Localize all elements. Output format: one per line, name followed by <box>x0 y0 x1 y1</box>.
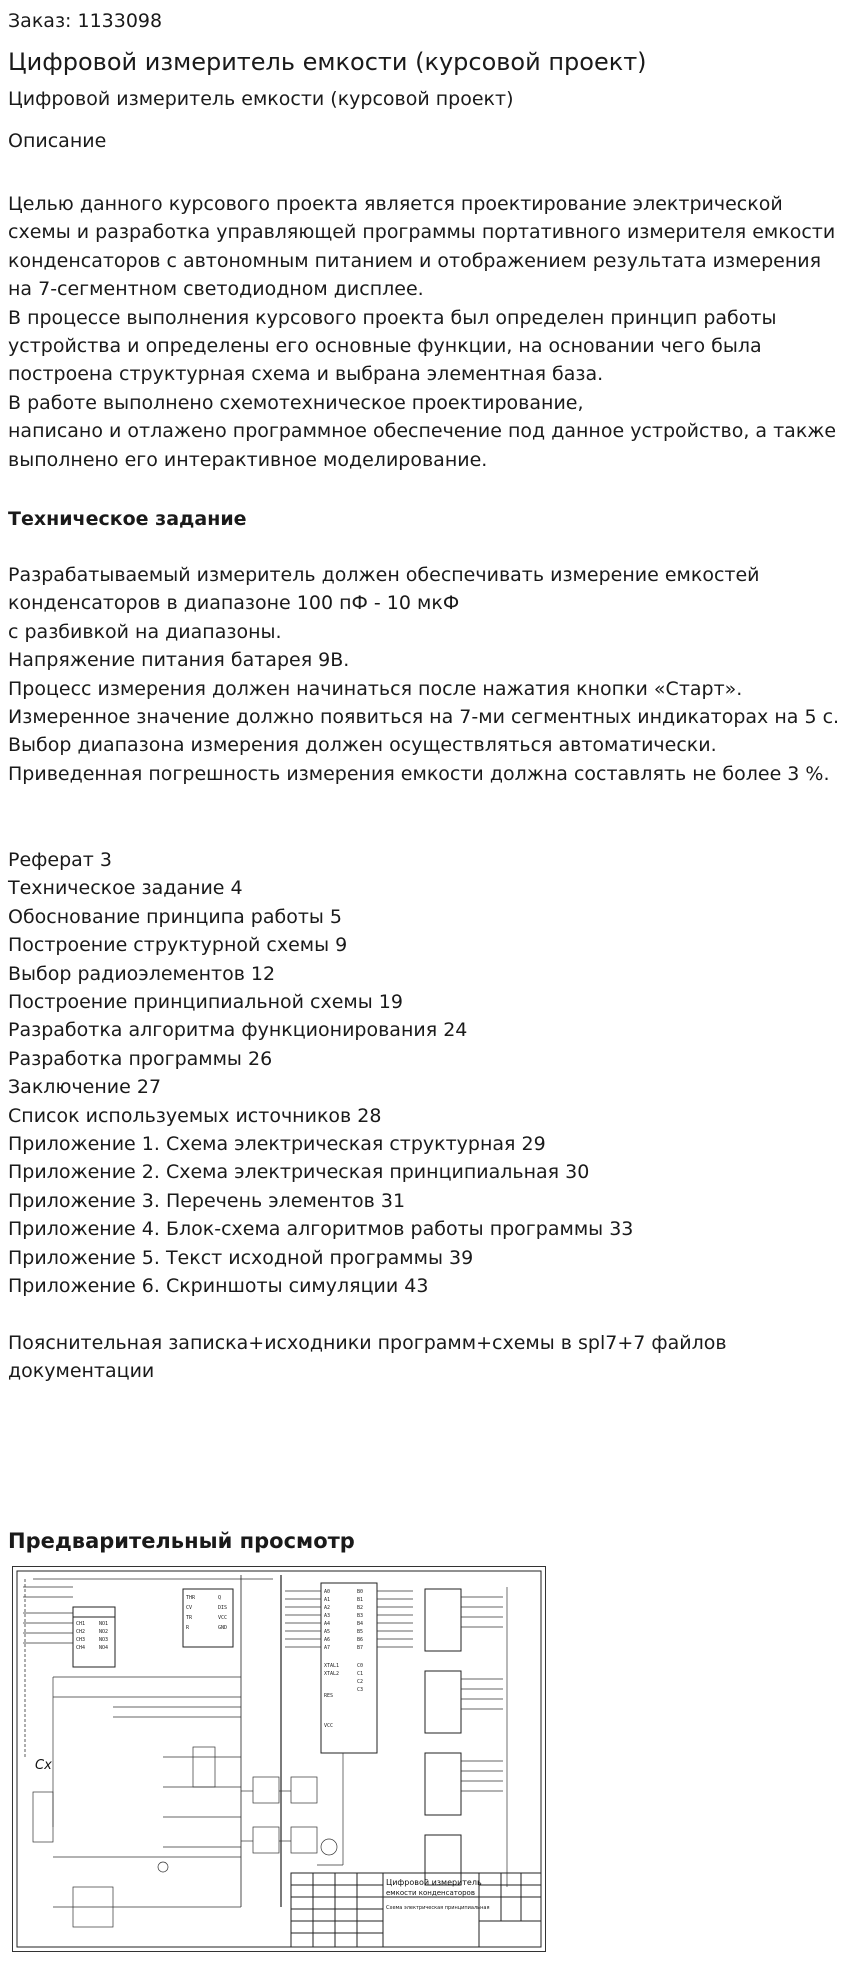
svg-text:RES: RES <box>324 1693 334 1699</box>
svg-text:GND: GND <box>218 1625 228 1631</box>
svg-text:VCC: VCC <box>324 1723 334 1729</box>
svg-text:A2: A2 <box>324 1605 331 1611</box>
svg-text:B4: B4 <box>357 1621 364 1627</box>
toc-item: Приложение 5. Текст исходной программы 39 <box>8 1246 474 1269</box>
title-block-line: емкости конденсаторов <box>386 1889 475 1897</box>
description-text <box>8 190 847 474</box>
svg-text:XTAL2: XTAL2 <box>324 1671 340 1677</box>
svg-text:C0: C0 <box>357 1663 364 1669</box>
svg-text:CV: CV <box>186 1605 193 1611</box>
svg-text:B1: B1 <box>357 1597 364 1603</box>
tech-task-line: конденсаторов в диапазоне 100 пФ - 10 мкФ <box>8 592 460 615</box>
description-line: схемы и разработка управляющей программы портативного измерителя емкости <box>8 221 836 244</box>
description-line: построена структурная схема и выбрана элементная база. <box>8 363 604 386</box>
svg-text:NO4: NO4 <box>99 1645 109 1651</box>
svg-text:A4: A4 <box>324 1621 331 1627</box>
toc-item: Приложение 1. Схема электрическая структурная 29 <box>8 1133 546 1156</box>
title-block-line: Цифровой измеритель <box>386 1878 482 1887</box>
description-line: В процессе выполнения курсового проекта был определен принцип работы <box>8 306 777 329</box>
description-label: Описание <box>8 130 107 152</box>
toc-item: Приложение 4. Блок-схема алгоритмов работы программы 33 <box>8 1218 634 1241</box>
svg-text:CH1: CH1 <box>76 1621 86 1627</box>
svg-text:B2: B2 <box>357 1605 364 1611</box>
svg-text:A5: A5 <box>324 1629 331 1635</box>
svg-text:Q: Q <box>218 1595 222 1601</box>
svg-text:VCC: VCC <box>218 1615 228 1621</box>
toc-item: Разработка программы 26 <box>8 1047 273 1070</box>
table-of-contents <box>8 846 847 1301</box>
svg-text:NO1: NO1 <box>99 1621 109 1627</box>
title-block-line: Схема электрическая принципиальная <box>386 1905 490 1911</box>
svg-text:C1: C1 <box>357 1671 364 1677</box>
svg-text:TR: TR <box>186 1615 193 1621</box>
toc-item: Заключение 27 <box>8 1076 162 1099</box>
svg-text:NO3: NO3 <box>99 1637 109 1643</box>
tech-task-line: Напряжение питания батарея 9В. <box>8 649 350 672</box>
files-note-line: Пояснительная записка+исходники программ+схемы в spl7+7 файлов <box>8 1332 727 1354</box>
tech-task-line: Измеренное значение должно появиться на 7-ми сегментных индикаторах на 5 с. <box>8 706 840 729</box>
svg-text:DIS: DIS <box>218 1605 228 1611</box>
toc-item: Обоснование принципа работы 5 <box>8 905 343 928</box>
toc-item: Приложение 3. Перечень элементов 31 <box>8 1189 406 1212</box>
description-line: конденсаторов с автономным питанием и отображением результата измерения <box>8 249 822 272</box>
page-title: Цифровой измеритель емкости (курсовой проект) <box>8 48 647 76</box>
schematic-drawing <box>13 1567 545 1951</box>
svg-text:A7: A7 <box>324 1645 331 1651</box>
svg-text:B7: B7 <box>357 1645 364 1651</box>
tech-task-line: Разрабатываемый измеритель должен обеспечивать измерение емкостей <box>8 564 760 586</box>
tech-task-line: Приведенная погрешность измерения емкости должна составлять не более 3 %. <box>8 762 830 785</box>
svg-text:CH3: CH3 <box>76 1637 86 1643</box>
toc-item: Список используемых источников 28 <box>8 1104 382 1127</box>
schematic-preview-image[interactable] <box>12 1566 546 1952</box>
description-line: выполнено его интерактивное моделирование. <box>8 448 488 471</box>
toc-item: Реферат 3 <box>8 849 112 871</box>
toc-item: Приложение 2. Схема электрическая принципиальная 30 <box>8 1161 590 1184</box>
svg-text:A0: A0 <box>324 1589 331 1595</box>
svg-text:CH2: CH2 <box>76 1629 86 1635</box>
svg-text:A3: A3 <box>324 1613 331 1619</box>
description-line: Целью данного курсового проекта является проектирование электрической <box>8 193 783 215</box>
description-line: В работе выполнено схемотехническое проектирование, <box>8 391 584 414</box>
svg-text:CH4: CH4 <box>76 1645 86 1651</box>
description-line: устройства и определены его основные функции, на основании чего была <box>8 335 762 358</box>
svg-text:B5: B5 <box>357 1629 364 1635</box>
tech-task-heading: Техническое задание <box>8 508 247 530</box>
order-number: Заказ: 1133098 <box>8 10 163 32</box>
toc-item: Выбор радиоэлементов 12 <box>8 962 276 985</box>
svg-text:THR: THR <box>186 1595 196 1601</box>
toc-item: Построение принципиальной схемы 19 <box>8 991 403 1014</box>
toc-item: Приложение 6. Скриншоты симуляции 43 <box>8 1275 429 1298</box>
cx-label: Cx <box>35 1758 52 1773</box>
files-note-line: документации <box>8 1360 155 1383</box>
svg-text:NO2: NO2 <box>99 1629 109 1635</box>
preview-heading: Предварительный просмотр <box>8 1529 355 1553</box>
toc-item: Построение структурной схемы 9 <box>8 934 348 957</box>
toc-item: Разработка алгоритма функционирования 24 <box>8 1019 468 1042</box>
tech-task-line: Выбор диапазона измерения должен осуществляться автоматически. <box>8 734 717 757</box>
tech-task-line: Процесс измерения должен начинаться после нажатия кнопки «Старт». <box>8 677 743 700</box>
page-subtitle: Цифровой измеритель емкости (курсовой проект) <box>8 88 514 110</box>
toc-item: Техническое задание 4 <box>8 877 243 900</box>
files-note <box>8 1329 847 1386</box>
svg-text:A6: A6 <box>324 1637 331 1643</box>
description-line: написано и отлажено программное обеспечение под данное устройство, а также <box>8 420 837 443</box>
svg-text:C3: C3 <box>357 1687 364 1693</box>
svg-text:B0: B0 <box>357 1589 364 1595</box>
tech-task-text <box>8 561 847 788</box>
svg-text:XTAL1: XTAL1 <box>324 1663 340 1669</box>
tech-task-line: с разбивкой на диапазоны. <box>8 620 282 643</box>
description-line: на 7-сегментном светодиодном дисплее. <box>8 278 424 301</box>
svg-text:A1: A1 <box>324 1597 331 1603</box>
svg-text:B6: B6 <box>357 1637 364 1643</box>
svg-text:B3: B3 <box>357 1613 364 1619</box>
svg-text:C2: C2 <box>357 1679 364 1685</box>
svg-text:R: R <box>186 1625 190 1631</box>
